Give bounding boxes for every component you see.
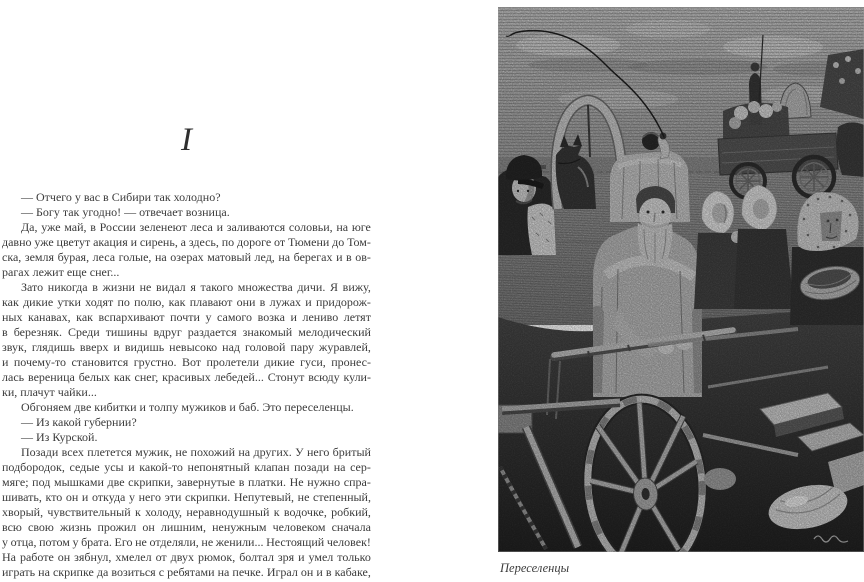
text-line: мяге; под мышками две скрипки, завернутые в платки. Не нужно спра-	[2, 475, 371, 489]
text-line: лась вереница белых как снег, красивых лебедей... Стонут всюду кули-	[2, 370, 371, 384]
body-text	[2, 190, 371, 580]
chapter-number: I	[181, 122, 192, 158]
text-line: хворый, чувствительный к холоду, неравнодушный к водочке, робкий,	[2, 505, 371, 519]
text-line: рагах лежит еще снег...	[2, 265, 120, 279]
text-line: Зато никогда в жизни не видал я такого множества дичи. Я вижу,	[21, 280, 371, 294]
text-line: давно уже цветут акация и сирень, а здесь, по дороге от Тюмени до Том-	[2, 235, 371, 249]
text-line: подбородок, седые усы и какой-то непонятный клапан позади на сер-	[2, 460, 371, 474]
text-line: как дикие утки ходят по полю, как плавают они в лужах и придорож-	[2, 295, 371, 309]
text-line: и почему-то становится грустно. Вот пролетели дикие гуси, пронес-	[2, 355, 371, 369]
text-line: Позади всех плетется мужик, не похожий на других. У него бритый	[21, 445, 371, 459]
illustration-caption: Переселенцы	[500, 561, 570, 575]
text-line: ных канавах, как вспархивают почти у самого возка и лениво летят	[2, 310, 371, 324]
text-line: — Отчего у вас в Сибири так холодно?	[21, 190, 221, 204]
text-line: ска, земля бурая, леса голые, на озерах матовый лед, на берегах и в ов-	[2, 250, 371, 264]
text-line: — Богу так угодно! — отвечает возница.	[21, 205, 230, 219]
book-illustration	[498, 7, 864, 552]
text-line: в березняк. Среди тишины вдруг раздается знакомый мелодический	[2, 325, 371, 339]
text-line: Обгоняем две кибитки и толпу мужиков и баб. Это переселенцы.	[21, 400, 354, 414]
text-line: всю свою жизнь прожил он лишним, ненужным человеком сначала	[2, 520, 371, 534]
text-line: — Из какой губернии?	[21, 415, 137, 429]
text-line: — Из Курской.	[21, 430, 98, 444]
engraving-pereselentsy	[498, 7, 864, 552]
text-line: шивать, кто он и откуда у него эти скрипки. Непутевый, не степенный,	[2, 490, 371, 504]
text-line: Да, уже май, в России зеленеют леса и заливаются соловьи, на юге	[21, 220, 371, 234]
text-line: На работе он зябнул, хмелел от двух рюмок, болтал зря и умел только	[2, 550, 371, 564]
text-line: ки, плачут чайки...	[2, 385, 97, 399]
text-line: звук, глядишь вверх и видишь невысоко над головой пару журавлей,	[2, 340, 371, 354]
text-line: у отца, потом у брата. Его не отделяли, не женили... Нестоящий человек!	[2, 535, 371, 549]
text-line: играть на скрипке да возиться с ребятами на печке. Играл он и в кабаке,	[2, 565, 371, 579]
